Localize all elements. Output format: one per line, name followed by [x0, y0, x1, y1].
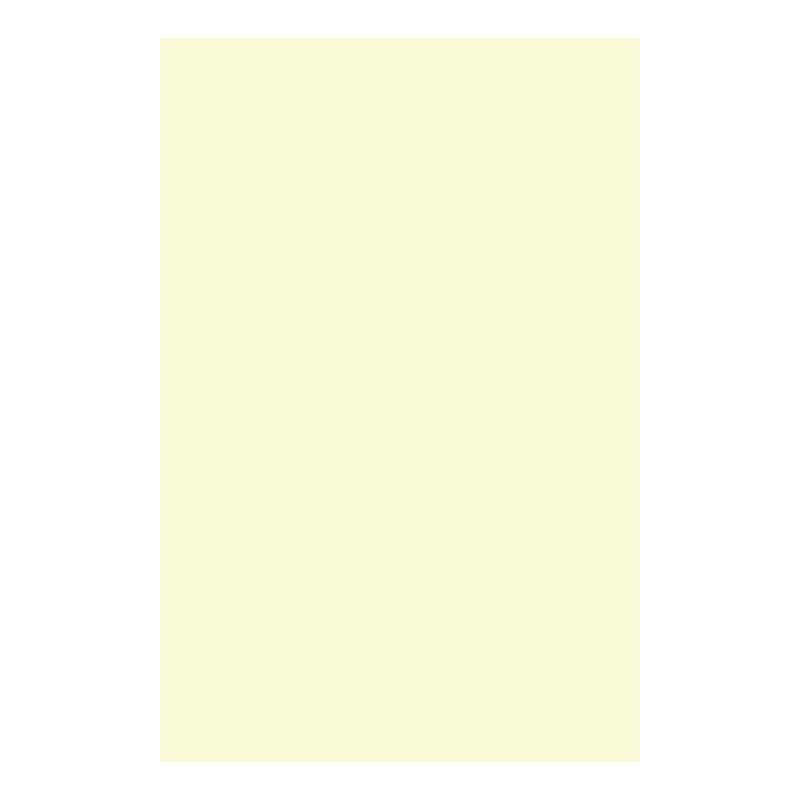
book-page	[160, 38, 640, 762]
table-of-contents	[188, 62, 612, 106]
final-entry[interactable]	[188, 84, 612, 106]
